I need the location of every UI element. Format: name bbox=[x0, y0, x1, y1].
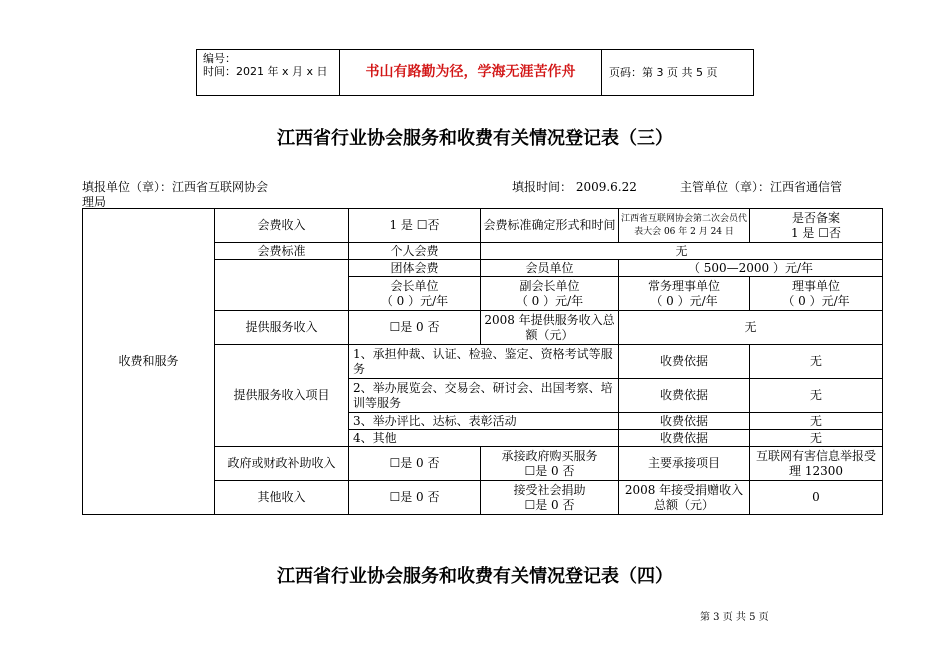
page-footer: 第 3 页 共 5 页 bbox=[700, 612, 769, 623]
cell: 互联网有害信息举报受理 12300 bbox=[750, 447, 883, 481]
cell: 无 bbox=[750, 379, 883, 413]
cell bbox=[481, 481, 619, 515]
cell: 收费依据 bbox=[619, 345, 750, 379]
cell: 会员单位 bbox=[481, 260, 619, 277]
date-label: 时间：2021 年 x 月 x 日 bbox=[203, 65, 328, 78]
cell: 1 是 ☐否 bbox=[349, 209, 481, 243]
cell: 会费标准确定形式和时间 bbox=[481, 209, 619, 243]
list-item: 4、其他 bbox=[349, 430, 619, 447]
registration-table bbox=[82, 208, 883, 515]
motto: 书山有路勤为径，学海无涯苦作舟 bbox=[340, 50, 602, 95]
cell: 提供服务收入项目 bbox=[215, 345, 349, 447]
donation-value: ☐是 0 否 bbox=[524, 497, 575, 512]
cell: ☐是 0 否 bbox=[349, 447, 481, 481]
list-item: 2、举办展览会、交易会、研讨会、出国考察、培训等服务 bbox=[349, 379, 619, 413]
list-item: 1、承担仲裁、认证、检验、鉴定、资格考试等服务 bbox=[349, 345, 619, 379]
cell: 无 bbox=[619, 311, 883, 345]
cell: 无 bbox=[750, 413, 883, 430]
cell: 无 bbox=[481, 243, 883, 260]
cell: 会费标准 bbox=[215, 243, 349, 260]
president-value: （ 0 ）元/年 bbox=[380, 293, 449, 308]
header-meta bbox=[197, 50, 340, 95]
purchase-value: ☐是 0 否 bbox=[524, 463, 575, 478]
cell bbox=[349, 277, 481, 311]
cell bbox=[481, 447, 619, 481]
cell: 团体会费 bbox=[349, 260, 481, 277]
cell: 2008 年提供服务收入总额（元） bbox=[481, 311, 619, 345]
cell: 江西省互联网协会第二次会员代表大会 06 年 2 月 24 日 bbox=[619, 209, 750, 243]
cell bbox=[750, 277, 883, 311]
cell: 收费依据 bbox=[619, 430, 750, 447]
cell bbox=[750, 209, 883, 243]
list-item: 3、举办评比、达标、表彰活动 bbox=[349, 413, 619, 430]
cell: 其他收入 bbox=[215, 481, 349, 515]
page-label: 页码：第 3 页 共 5 页 bbox=[609, 66, 718, 79]
cell: 提供服务收入 bbox=[215, 311, 349, 345]
director-label: 理事单位 bbox=[791, 278, 840, 293]
cell: ☐是 0 否 bbox=[349, 311, 481, 345]
cell: 个人会费 bbox=[349, 243, 481, 260]
vice-value: （ 0 ）元/年 bbox=[515, 293, 584, 308]
code-label: 编号： bbox=[203, 52, 236, 65]
filed-value: 1 是 ☐否 bbox=[790, 225, 842, 240]
section-label: 收费和服务 bbox=[83, 209, 215, 515]
fill-unit: 填报单位（章）：江西省互联网协会 bbox=[82, 180, 269, 194]
exec-label: 常务理事单位 bbox=[647, 278, 720, 293]
cell: 主要承接项目 bbox=[619, 447, 750, 481]
page-header bbox=[196, 49, 754, 96]
supervisor: 主管单位（章）：江西省通信管 bbox=[680, 180, 843, 194]
fill-unit-cont: 理局 bbox=[82, 195, 107, 209]
cell: 2008 年接受捐赠收入总额（元） bbox=[619, 481, 750, 515]
cell: 政府或财政补助收入 bbox=[215, 447, 349, 481]
director-value: （ 0 ）元/年 bbox=[782, 293, 850, 308]
cell bbox=[619, 277, 750, 311]
cell: 会费收入 bbox=[215, 209, 349, 243]
title-3: 江西省行业协会服务和收费有关情况登记表（三） bbox=[277, 128, 673, 149]
cell: 无 bbox=[750, 345, 883, 379]
title-4: 江西省行业协会服务和收费有关情况登记表（四） bbox=[277, 566, 673, 587]
cell: ☐是 0 否 bbox=[349, 481, 481, 515]
cell: 收费依据 bbox=[619, 413, 750, 430]
cell bbox=[215, 260, 349, 311]
president-label: 会长单位 bbox=[390, 278, 439, 293]
donation-label: 接受社会捐助 bbox=[513, 482, 586, 497]
cell: （ 500—2000 ）元/年 bbox=[619, 260, 883, 277]
filed-label: 是否备案 bbox=[791, 210, 840, 225]
purchase-label: 承接政府购买服务 bbox=[501, 448, 598, 463]
vice-label: 副会长单位 bbox=[519, 278, 580, 293]
cell: 无 bbox=[750, 430, 883, 447]
cell: 0 bbox=[750, 481, 883, 515]
cell bbox=[481, 277, 619, 311]
table-row bbox=[83, 209, 883, 243]
cell: 收费依据 bbox=[619, 379, 750, 413]
exec-value: （ 0 ）元/年 bbox=[650, 293, 718, 308]
fill-date: 填报时间： 2009.6.22 bbox=[512, 180, 637, 194]
